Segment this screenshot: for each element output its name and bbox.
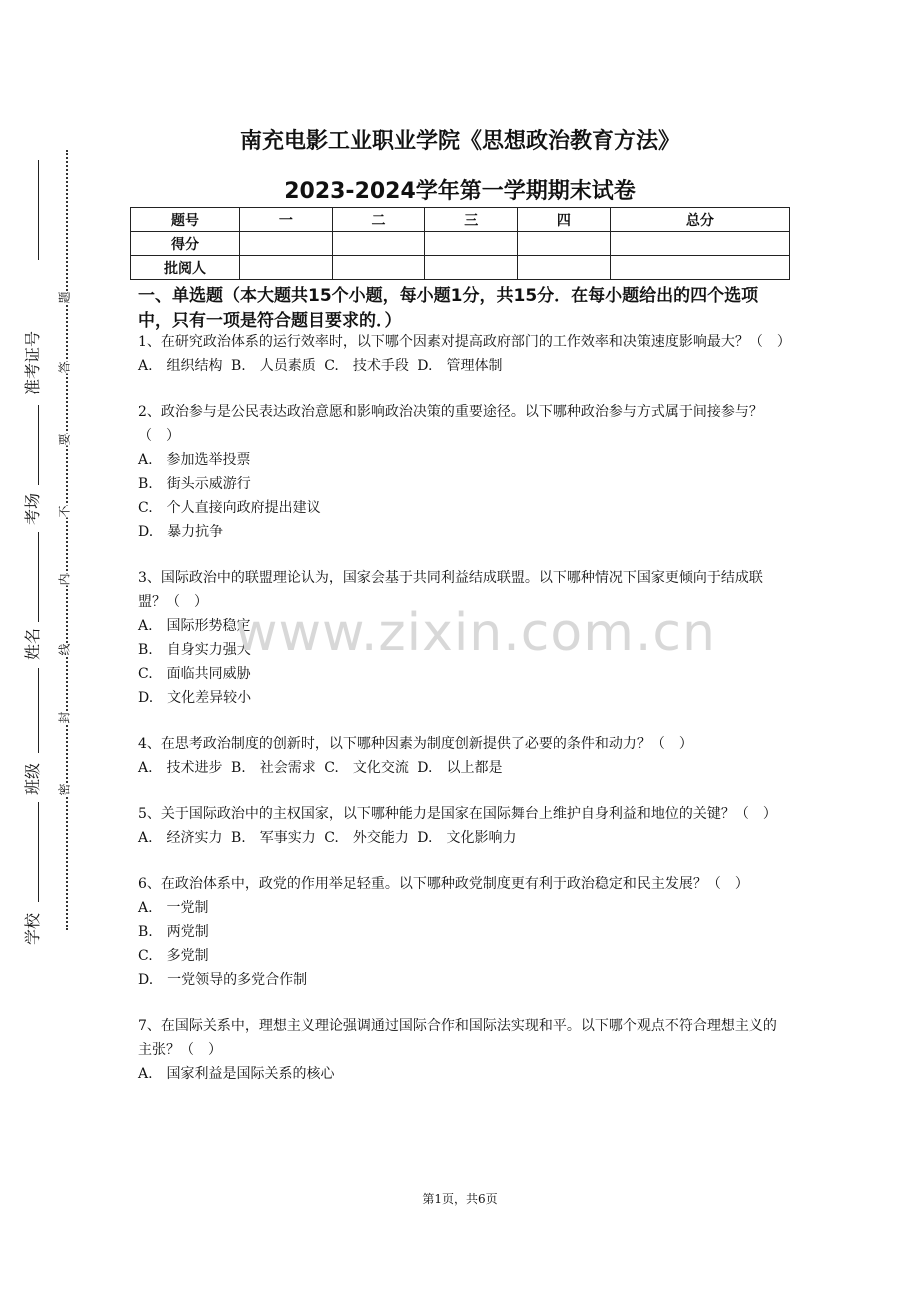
question-option: C. 面临共同威胁	[138, 666, 251, 682]
field-label-exam-room: 考场	[23, 492, 42, 525]
seal-char: 答	[55, 361, 74, 373]
score-cell	[610, 232, 789, 256]
question-option: D. 暴力抗争	[138, 524, 224, 540]
score-row-label: 批阅人	[131, 256, 240, 280]
seal-char: 要	[55, 433, 74, 445]
question-stem: 7、在国际关系中，理想主义理论强调通过国际合作和国际法实现和平。以下哪个观点不符合理想主义的主张？（ ）	[138, 1018, 777, 1058]
score-cell	[240, 256, 333, 280]
seal-dotted-line	[66, 150, 68, 930]
seal-char: 内	[55, 573, 74, 585]
question-option: C. 个人直接向政府提出建议	[138, 500, 321, 516]
score-header-cell: 三	[425, 208, 518, 232]
question-item	[138, 330, 791, 378]
question-stem: 6、在政治体系中，政党的作用举足轻重。以下哪种政党制度更有利于政治稳定和民主发展？（ ）	[138, 876, 749, 892]
score-cell	[332, 256, 425, 280]
seal-char: 题	[55, 291, 74, 303]
question-stem: 4、在思考政治制度的创新时，以下哪种因素为制度创新提供了必要的条件和动力？（ ）	[138, 736, 693, 752]
question-options-inline: A. 技术进步 B. 社会需求 C. 文化交流 D. 以上都是	[138, 760, 503, 776]
question-option: B. 两党制	[138, 924, 209, 940]
score-table-row	[131, 232, 790, 256]
question-stem: 1、在研究政治体系的运行效率时，以下哪个因素对提高政府部门的工作效率和决策速度影响最大？（ ）	[138, 334, 791, 350]
field-line	[38, 405, 39, 485]
seal-char: 密	[55, 783, 74, 795]
seal-char: 不	[55, 505, 74, 517]
exam-subtitle: 2023-2024学年第一学期期末试卷	[284, 179, 636, 204]
field-label-name: 姓名	[23, 627, 42, 660]
question-option: D. 一党领导的多党合作制	[138, 972, 308, 988]
seal-char: 封	[55, 711, 74, 723]
page-footer: 第1页，共6页	[422, 1192, 498, 1206]
score-cell	[518, 232, 611, 256]
question-option: A. 一党制	[138, 900, 209, 916]
field-line	[38, 532, 39, 622]
question-item	[138, 872, 786, 992]
question-options-inline: A. 组织结构 B. 人员素质 C. 技术手段 D. 管理体制	[138, 358, 503, 374]
seal-char: 线	[55, 643, 74, 655]
question-option: C. 多党制	[138, 948, 209, 964]
field-label-class: 班级	[23, 762, 42, 795]
score-header-cell: 四	[518, 208, 611, 232]
field-label-exam-id: 准考证号	[23, 330, 42, 395]
question-stem: 3、国际政治中的联盟理论认为，国家会基于共同利益结成联盟。以下哪种情况下国家更倾向于结成联盟？（ ）	[138, 570, 763, 610]
exam-title: 南充电影工业职业学院《思想政治教育方法》	[239, 129, 680, 154]
question-item	[138, 802, 786, 850]
field-line	[38, 802, 39, 902]
question-option: A. 参加选举投票	[138, 452, 251, 468]
question-list	[138, 330, 791, 1108]
question-option: B. 自身实力强大	[138, 642, 251, 658]
score-cell	[610, 256, 789, 280]
question-option: B. 街头示威游行	[138, 476, 251, 492]
binding-strip	[0, 140, 110, 945]
question-item	[138, 1014, 786, 1086]
question-option: A. 国际形势稳定	[138, 618, 251, 634]
question-option: D. 文化差异较小	[138, 690, 252, 706]
question-item	[138, 400, 786, 544]
field-label-school: 学校	[23, 912, 42, 945]
field-line	[38, 668, 39, 753]
score-table-header-row	[131, 208, 790, 232]
score-header-cell: 一	[240, 208, 333, 232]
question-stem: 2、政治参与是公民表达政治意愿和影响政治决策的重要途径。以下哪种政治参与方式属于间接参与？（ ）	[138, 404, 763, 444]
question-options-inline: A. 经济实力 B. 军事实力 C. 外交能力 D. 文化影响力	[138, 830, 517, 846]
section-heading: 一、单选题（本大题共15个小题，每小题1分，共15分．在每小题给出的四个选项中，只有一项是符合题目要求的．）	[138, 286, 759, 331]
watermark: www.zixin.com.cn	[235, 603, 716, 663]
score-row-label: 得分	[131, 232, 240, 256]
question-stem: 5、关于国际政治中的主权国家，以下哪种能力是国家在国际舞台上维护自身利益和地位的关键？（ ）	[138, 806, 777, 822]
score-cell	[240, 232, 333, 256]
score-table-row	[131, 256, 790, 280]
score-header-cell: 题号	[131, 208, 240, 232]
score-header-cell: 总分	[610, 208, 789, 232]
score-cell	[425, 256, 518, 280]
score-header-cell: 二	[332, 208, 425, 232]
score-cell	[332, 232, 425, 256]
question-item	[138, 732, 786, 780]
score-table	[130, 207, 790, 280]
score-cell	[518, 256, 611, 280]
question-option: A. 国家利益是国际关系的核心	[138, 1066, 335, 1082]
score-cell	[425, 232, 518, 256]
